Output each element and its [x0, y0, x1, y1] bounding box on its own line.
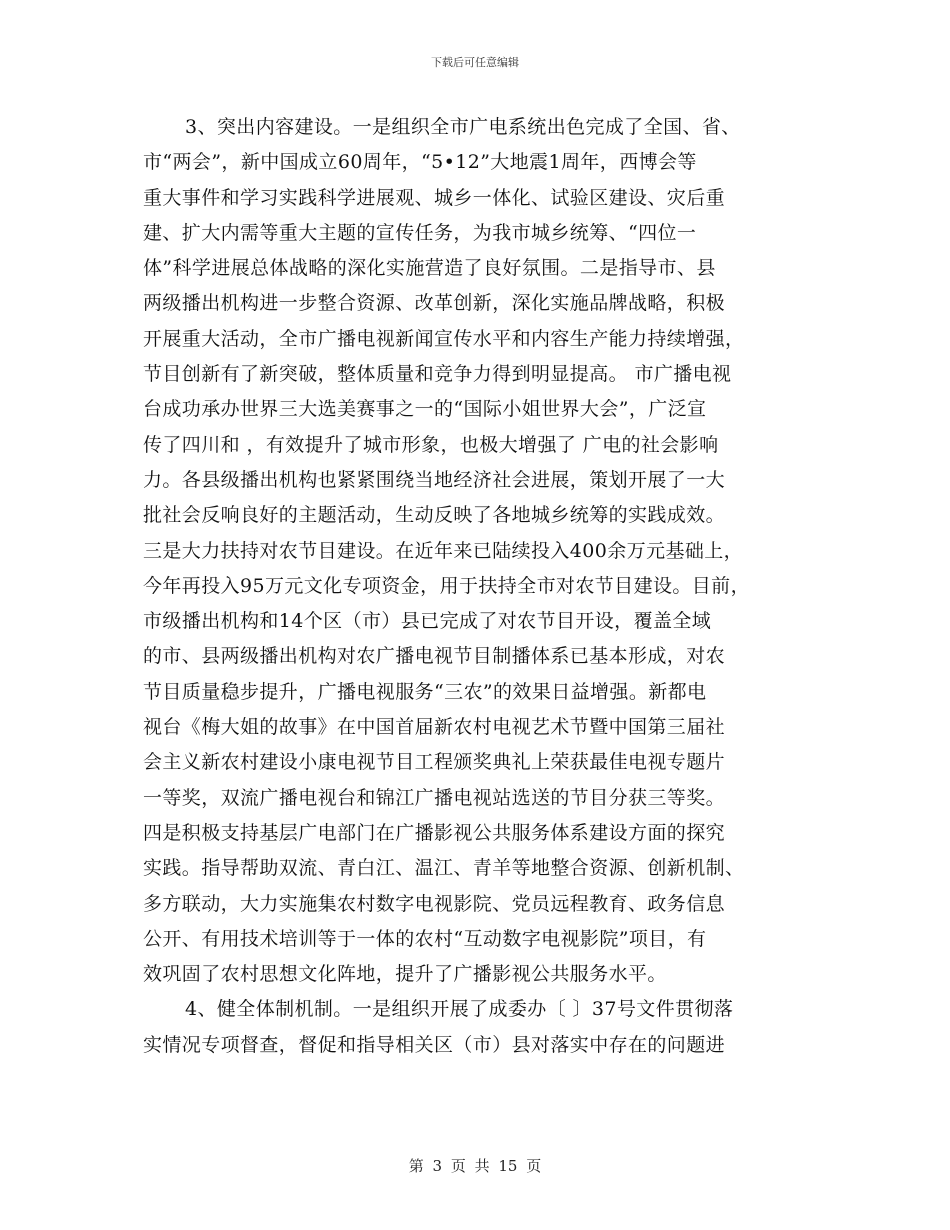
- paragraph-line: 实践。指导帮助双流、青白江、温江、青羊等地整合资源、创新机制、: [143, 857, 745, 880]
- document-body: [143, 110, 813, 1063]
- paragraph-line: 力。各县级播出机构也紧紧围绕当地经济社会进展，策划开展了一大: [143, 468, 726, 491]
- paragraph-line: 多方联动，大力实施集农村数字电视影院、党员远程教育、政务信息: [143, 892, 726, 915]
- page-number-footer: 第 3 页 共 15 页: [408, 1157, 542, 1175]
- paragraph-line: 节目质量稳步提升，广播电视服务“三农”的效果日益增强。新都电: [143, 680, 707, 703]
- paragraph-line: 今年再投入95万元文化专项资金，用于扶持全市对农节目建设。目前，: [143, 574, 750, 597]
- paragraph-line: 传了四川和 ，有效提升了城市形象，也极大增强了 广电的社会影响: [143, 433, 719, 456]
- paragraph-line: 会主义新农村建设小康电视节目工程颁奖典礼上荣获最佳电视专题片: [143, 751, 726, 774]
- paragraph-line: 视台《梅大姐的故事》在中国首届新农村电视艺术节暨中国第三届社: [143, 716, 726, 739]
- paragraph-line: 3、突出内容建设。一是组织全市广电系统出色完成了全国、省、: [185, 116, 741, 138]
- paragraph-line: 台成功承办世界三大选美赛事之一的“国际小姐世界大会”，广泛宣: [143, 398, 707, 421]
- paragraph-line: 实情况专项督查，督促和指导相关区（市）县对落实中存在的问题进: [143, 1033, 726, 1056]
- paragraph-line: 节目创新有了新突破，整体质量和竞争力得到明显提高。 市广播电视: [143, 363, 732, 386]
- paragraph-line: 三是大力扶持对农节目建设。在近年来已陆续投入400余万元基础上，: [143, 539, 744, 562]
- paragraph-line: 公开、有用技术培训等于一体的农村“互动数字电视影院”项目，有: [143, 927, 707, 950]
- paragraph-line: 体”科学进展总体战略的深化实施营造了良好氛围。二是指导市、县: [143, 257, 716, 280]
- paragraph-line: 重大事件和学习实践科学进展观、城乡一体化、试验区建设、灾后重: [143, 186, 726, 209]
- paragraph-line: 批社会反响良好的主题活动，生动反映了各地城乡统筹的实践成效。: [143, 504, 726, 527]
- paragraph-line: 市“两会”，新中国成立60周年，“5•12”大地震1周年，西博会等: [143, 151, 697, 174]
- paragraph-line: 建、扩大内需等重大主题的宣传任务，为我市城乡统筹、“四位一: [143, 221, 697, 244]
- paragraph-line: 两级播出机构进一步整合资源、改革创新，深化实施品牌战略，积极: [143, 292, 726, 315]
- paragraph-line: 的市、县两级播出机构对农广播电视节目制播体系已基本形成，对农: [143, 645, 726, 668]
- page-header: 下载后可任意编辑: [431, 56, 519, 69]
- paragraph-line: 一等奖，双流广播电视台和锦江广播电视站选送的节目分获三等奖。: [143, 786, 726, 809]
- paragraph-line: 四是积极支持基层广电部门在广播影视公共服务体系建设方面的探究: [143, 821, 726, 844]
- paragraph-line: 开展重大活动，全市广播电视新闻宣传水平和内容生产能力持续增强，: [143, 327, 745, 350]
- paragraph-line: 效巩固了农村思想文化阵地，提升了广播影视公共服务水平。: [143, 963, 667, 986]
- paragraph-line: 4、健全体制机制。一是组织开展了成委办〔 〕37号文件贯彻落: [185, 998, 734, 1021]
- paragraph-line: 市级播出机构和14个区（市）县已完成了对农节目开设，覆盖全域: [143, 610, 712, 633]
